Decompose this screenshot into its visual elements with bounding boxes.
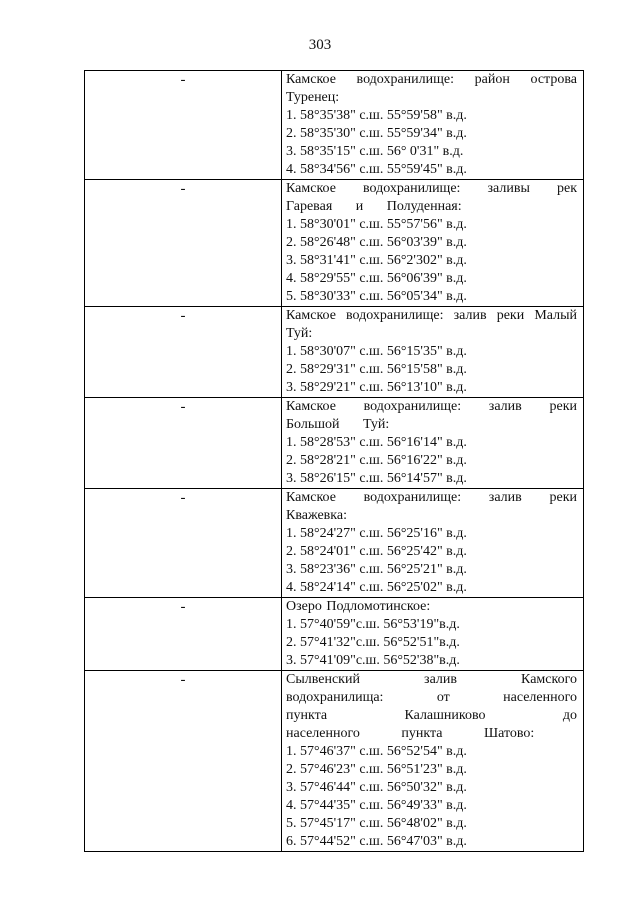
region-title: Камское водохранилище: залив реки Большой Туй: [286, 399, 577, 432]
description-cell [282, 598, 584, 671]
coordinates-table [84, 70, 584, 852]
page-number: 303 [308, 37, 332, 53]
region-title: Камское водохранилище: залив реки Кважевка: [286, 490, 577, 523]
coordinate-line: 1. 58°35'38" с.ш. 55°59'58" в.д. [286, 108, 467, 123]
coordinate-line: 3. 58°35'15" с.ш. 56° 0'31" в.д. [286, 144, 464, 159]
table-row [85, 180, 584, 307]
dash-cell: - [85, 180, 282, 307]
coordinate-line: 4. 58°34'56" с.ш. 55°59'45" в.д. [286, 162, 467, 177]
coordinate-line: 6. 57°44'52" с.ш. 56°47'03" в.д. [286, 834, 467, 849]
coordinate-line: 1. 58°30'07" с.ш. 56°15'35" в.д. [286, 344, 467, 359]
dash-cell: - [85, 71, 282, 180]
dash-cell: - [85, 671, 282, 852]
coordinate-line: 4. 58°29'55" с.ш. 56°06'39" в.д. [286, 271, 467, 286]
coordinate-line: 4. 58°24'14" с.ш. 56°25'02" в.д. [286, 580, 467, 595]
region-title: Озеро Подломотинское: [286, 599, 431, 614]
description-cell [282, 180, 584, 307]
dash-cell: - [85, 307, 282, 398]
table-row [85, 71, 584, 180]
coordinate-line: 1. 58°24'27" с.ш. 56°25'16" в.д. [286, 526, 467, 541]
table-row [85, 307, 584, 398]
coordinate-line: 2. 58°35'30" с.ш. 55°59'34" в.д. [286, 126, 467, 141]
table-row [85, 398, 584, 489]
coordinate-line: 3. 58°31'41" с.ш. 56°2'302" в.д. [286, 253, 467, 268]
region-title: Камское водохранилище: заливы рек Гаревая и Полуденная: [286, 181, 577, 214]
region-title: Сылвенский залив Камского водохранилища: от населенного пункта Калашниково до населенного пункта Шатово: [286, 672, 577, 741]
coordinate-line: 5. 57°45'17" с.ш. 56°48'02" в.д. [286, 816, 467, 831]
table-row [85, 598, 584, 671]
dash-cell: - [85, 489, 282, 598]
description-cell [282, 71, 584, 180]
dash-cell: - [85, 398, 282, 489]
description-cell [282, 671, 584, 852]
coordinate-line: 2. 58°26'48" с.ш. 56°03'39" в.д. [286, 235, 467, 250]
description-cell [282, 307, 584, 398]
coordinate-line: 4. 57°44'35" с.ш. 56°49'33" в.д. [286, 798, 467, 813]
coordinate-line: 3. 58°23'36" с.ш. 56°25'21" в.д. [286, 562, 467, 577]
coordinate-line: 1. 58°28'53" с.ш. 56°16'14" в.д. [286, 435, 467, 450]
coordinate-line: 2. 58°24'01" с.ш. 56°25'42" в.д. [286, 544, 467, 559]
coordinate-line: 2. 57°41'32"с.ш. 56°52'51"в.д. [286, 635, 460, 650]
coordinate-line: 3. 57°46'44" с.ш. 56°50'32" в.д. [286, 780, 467, 795]
coordinate-line: 5. 58°30'33" с.ш. 56°05'34" в.д. [286, 289, 467, 304]
description-cell [282, 489, 584, 598]
table-row [85, 671, 584, 852]
dash-cell: - [85, 598, 282, 671]
coordinate-line: 2. 58°29'31" с.ш. 56°15'58" в.д. [286, 362, 467, 377]
coordinate-line: 1. 57°46'37" с.ш. 56°52'54" в.д. [286, 744, 467, 759]
coordinate-line: 3. 57°41'09"с.ш. 56°52'38"в.д. [286, 653, 460, 668]
coordinate-line: 1. 58°30'01" с.ш. 55°57'56" в.д. [286, 217, 467, 232]
coordinate-line: 1. 57°40'59"с.ш. 56°53'19"в.д. [286, 617, 460, 632]
description-cell [282, 398, 584, 489]
coordinate-line: 3. 58°29'21" с.ш. 56°13'10" в.д. [286, 380, 467, 395]
region-title: Камское водохранилище: залив реки Малый Туй: [286, 308, 577, 341]
coordinate-line: 2. 58°28'21" с.ш. 56°16'22" в.д. [286, 453, 467, 468]
coordinate-line: 2. 57°46'23" с.ш. 56°51'23" в.д. [286, 762, 467, 777]
table-row [85, 489, 584, 598]
region-title: Камское водохранилище: район острова Туренец: [286, 72, 577, 105]
coordinate-line: 3. 58°26'15" с.ш. 56°14'57" в.д. [286, 471, 467, 486]
